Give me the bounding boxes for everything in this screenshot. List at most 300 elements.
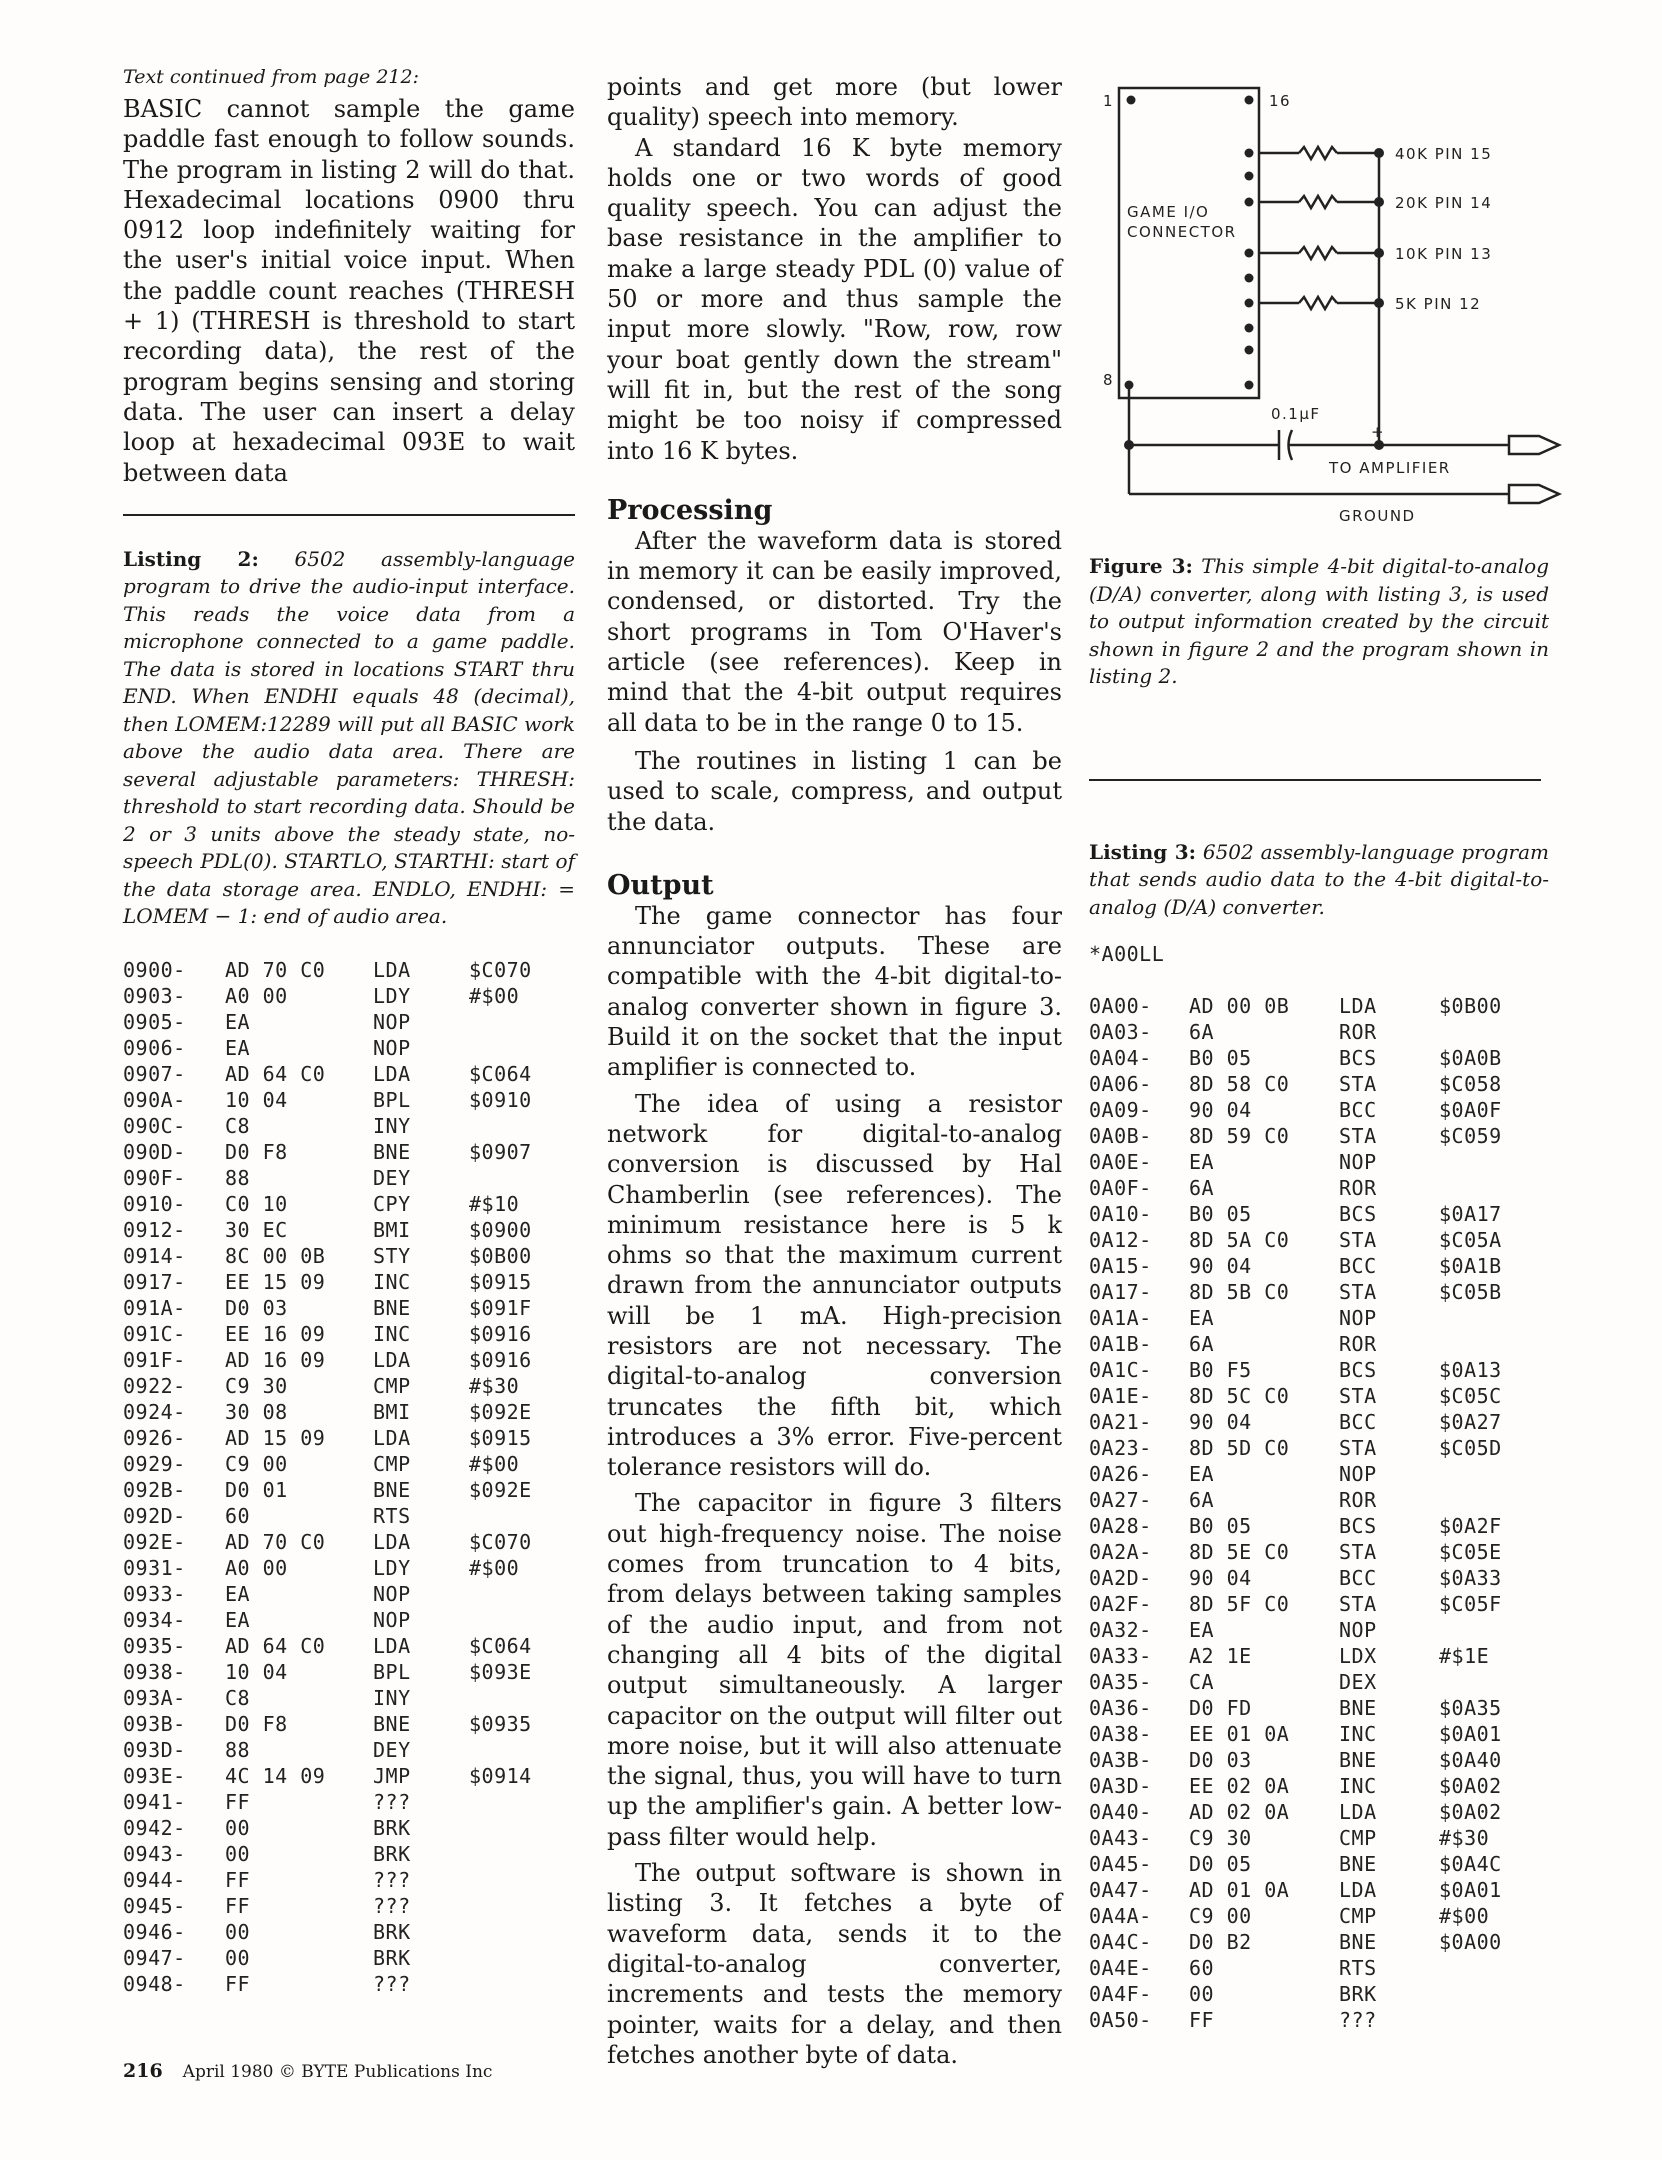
code-bytes: 88: [225, 1165, 251, 1190]
code-operand: $0A13: [1439, 1358, 1502, 1382]
code-operand: $0A4C: [1439, 1852, 1502, 1876]
code-line: [123, 1815, 575, 1841]
code-operand: [469, 1841, 569, 1867]
code-operand: [469, 1113, 569, 1139]
connector-label: GAME I/O: [1127, 203, 1210, 221]
code-operand: $0A40: [1439, 1748, 1502, 1772]
code-address: 0914-: [123, 1243, 186, 1268]
code-operand: $0900: [469, 1217, 532, 1242]
code-address: 0941-: [123, 1789, 186, 1814]
code-operand: [1439, 1669, 1539, 1695]
code-mnemonic: LDA: [1339, 1878, 1377, 1902]
code-address: 0A04-: [1089, 1046, 1152, 1070]
code-line: [123, 1841, 575, 1867]
code-mnemonic: ROR: [1339, 1488, 1377, 1512]
code-bytes: 90 04: [1189, 1566, 1252, 1590]
code-operand: [469, 1789, 569, 1815]
plus-label: +: [1371, 423, 1386, 441]
code-bytes: EE 15 09: [225, 1269, 326, 1294]
code-line: [1089, 1201, 1549, 1227]
code-operand: $0910: [469, 1087, 532, 1112]
code-bytes: D0 FD: [1189, 1696, 1252, 1720]
code-bytes: AD 00 0B: [1189, 994, 1290, 1018]
code-bytes: 8D 5B C0: [1189, 1280, 1290, 1304]
code-bytes: FF: [225, 1893, 251, 1918]
code-address: 0A00-: [1089, 994, 1152, 1018]
code-line: [1089, 1929, 1549, 1955]
code-operand: [469, 1893, 569, 1919]
code-line: [123, 1191, 575, 1217]
code-mnemonic: BNE: [1339, 1696, 1377, 1720]
code-address: 0917-: [123, 1269, 186, 1294]
code-address: 093B-: [123, 1711, 186, 1736]
paragraph: After the waveform data is stored in memory it can be easily improved, condensed, or distorted. Try the short programs in Tom O'Haver's article (see references). Keep in mind that the 4-bit output requires all data to be in the range 0 to 15.: [607, 526, 1062, 737]
code-bytes: FF: [1189, 2008, 1215, 2032]
code-bytes: 8D 5D C0: [1189, 1436, 1290, 1460]
code-line: [123, 1373, 575, 1399]
code-line: [123, 1685, 575, 1711]
code-operand: #$30: [469, 1373, 520, 1398]
code-mnemonic: DEY: [373, 1737, 411, 1762]
code-bytes: EE 16 09: [225, 1321, 326, 1346]
code-bytes: 4C 14 09: [225, 1763, 326, 1788]
code-bytes: A0 00: [225, 983, 288, 1008]
code-address: 0A2A-: [1089, 1540, 1152, 1564]
code-bytes: 10 04: [225, 1659, 288, 1684]
code-operand: [469, 1165, 569, 1191]
code-mnemonic: JMP: [373, 1763, 411, 1788]
code-line: [123, 1529, 575, 1555]
code-operand: [469, 1503, 569, 1529]
code-operand: $0A01: [1439, 1878, 1502, 1902]
code-line: [1089, 1305, 1549, 1331]
code-address: 091F-: [123, 1347, 186, 1372]
code-address: 0912-: [123, 1217, 186, 1242]
code-mnemonic: BCC: [1339, 1098, 1377, 1122]
code-bytes: 00: [225, 1841, 251, 1866]
code-bytes: CA: [1189, 1670, 1215, 1694]
code-line: [123, 1711, 575, 1737]
code-line: [123, 1243, 575, 1269]
code-mnemonic: CMP: [373, 1373, 411, 1398]
code-operand: $0A01: [1439, 1722, 1502, 1746]
code-mnemonic: NOP: [1339, 1306, 1377, 1330]
code-bytes: 10 04: [225, 1087, 288, 1112]
code-line: [123, 1321, 575, 1347]
code-mnemonic: ROR: [1339, 1176, 1377, 1200]
code-line: [1089, 1019, 1549, 1045]
code-line: [1089, 1955, 1549, 1981]
code-mnemonic: ???: [373, 1893, 411, 1918]
ground-label: GROUND: [1339, 507, 1416, 525]
listing2-code: [123, 957, 575, 1997]
code-line: [123, 1737, 575, 1763]
code-bytes: AD 16 09: [225, 1347, 326, 1372]
code-bytes: A0 00: [225, 1555, 288, 1580]
code-operand: $0915: [469, 1269, 532, 1294]
code-operand: #$10: [469, 1191, 520, 1216]
code-bytes: EA: [1189, 1618, 1215, 1642]
code-address: 0A15-: [1089, 1254, 1152, 1278]
code-mnemonic: BNE: [1339, 1930, 1377, 1954]
code-mnemonic: BRK: [373, 1945, 411, 1970]
code-bytes: B0 05: [1189, 1046, 1252, 1070]
code-address: 0944-: [123, 1867, 186, 1892]
code-line: [123, 1269, 575, 1295]
code-operand: $0916: [469, 1347, 532, 1372]
code-address: 0946-: [123, 1919, 186, 1944]
code-address: 0A0E-: [1089, 1150, 1152, 1174]
code-line: [1089, 1513, 1549, 1539]
code-bytes: 30 08: [225, 1399, 288, 1424]
code-mnemonic: LDA: [373, 1633, 411, 1658]
code-address: 093E-: [123, 1763, 186, 1788]
code-mnemonic: CMP: [1339, 1904, 1377, 1928]
code-operand: #$00: [469, 1555, 520, 1580]
continued-note: Text continued from page 212:: [123, 66, 419, 88]
code-bytes: 8C 00 0B: [225, 1243, 326, 1268]
code-address: 0907-: [123, 1061, 186, 1086]
code-address: 0A36-: [1089, 1696, 1152, 1720]
code-address: 0A0F-: [1089, 1176, 1152, 1200]
code-line: [123, 1139, 575, 1165]
code-address: 0A10-: [1089, 1202, 1152, 1226]
page-footer: [123, 2060, 492, 2082]
code-address: 0A33-: [1089, 1644, 1152, 1668]
code-address: 092D-: [123, 1503, 186, 1528]
code-bytes: AD 01 0A: [1189, 1878, 1290, 1902]
code-mnemonic: INC: [1339, 1722, 1377, 1746]
code-address: 0948-: [123, 1971, 186, 1996]
code-address: 0A21-: [1089, 1410, 1152, 1434]
heading-output: Output: [607, 869, 714, 901]
connector-label: CONNECTOR: [1127, 223, 1237, 241]
code-operand: $0A2F: [1439, 1514, 1502, 1538]
column-right: [1089, 553, 1549, 2033]
code-address: 0A38-: [1089, 1722, 1152, 1746]
code-address: 090D-: [123, 1139, 186, 1164]
pin-8-label: 8: [1103, 371, 1115, 389]
code-line: [123, 1425, 575, 1451]
code-address: 0A03-: [1089, 1020, 1152, 1044]
code-mnemonic: BPL: [373, 1659, 411, 1684]
code-bytes: B0 05: [1189, 1202, 1252, 1226]
code-operand: [469, 1945, 569, 1971]
code-bytes: 6A: [1189, 1332, 1215, 1356]
code-operand: [1439, 1955, 1539, 1981]
code-bytes: C9 30: [1189, 1826, 1252, 1850]
code-mnemonic: ROR: [1339, 1020, 1377, 1044]
code-address: 091C-: [123, 1321, 186, 1346]
code-address: 0A06-: [1089, 1072, 1152, 1096]
code-line: [123, 1087, 575, 1113]
code-mnemonic: INC: [373, 1321, 411, 1346]
code-mnemonic: LDA: [373, 1061, 411, 1086]
code-address: 0A4E-: [1089, 1956, 1152, 1980]
code-operand: $C05A: [1439, 1228, 1502, 1252]
code-line: [123, 1503, 575, 1529]
code-line: [123, 1347, 575, 1373]
code-operand: $0B00: [469, 1243, 532, 1268]
paragraph: The routines in listing 1 can be used to scale, compress, and output the data.: [607, 746, 1062, 836]
code-mnemonic: BCS: [1339, 1358, 1377, 1382]
code-mnemonic: NOP: [1339, 1618, 1377, 1642]
code-bytes: 88: [225, 1737, 251, 1762]
code-bytes: FF: [225, 1971, 251, 1996]
code-line: [123, 1113, 575, 1139]
code-address: 092B-: [123, 1477, 186, 1502]
code-address: 0A1A-: [1089, 1306, 1152, 1330]
code-bytes: EA: [225, 1035, 251, 1060]
code-address: 0947-: [123, 1945, 186, 1970]
code-mnemonic: STA: [1339, 1228, 1377, 1252]
code-bytes: D0 F8: [225, 1711, 288, 1736]
code-operand: [469, 1685, 569, 1711]
code-line: [1089, 1045, 1549, 1071]
figure3-caption: Figure 3: This simple 4-bit digital-to-analog (D/A) converter, along with listing 3, is used to output information created by the circuit shown in figure 2 and the program shown in listing 2.: [1089, 554, 1549, 688]
code-address: 0A3D-: [1089, 1774, 1152, 1798]
code-mnemonic: LDA: [373, 1425, 411, 1450]
resistor-40k-label: 40K PIN 15: [1395, 145, 1493, 163]
code-address: 0942-: [123, 1815, 186, 1840]
code-line: [123, 1893, 575, 1919]
code-line: [123, 1971, 575, 1997]
code-line: [1089, 1643, 1549, 1669]
code-mnemonic: BNE: [373, 1477, 411, 1502]
code-line: [1089, 1383, 1549, 1409]
code-operand: $0A17: [1439, 1202, 1502, 1226]
code-address: 0A32-: [1089, 1618, 1152, 1642]
code-operand: $092E: [469, 1399, 532, 1424]
code-operand: $092E: [469, 1477, 532, 1502]
code-address: 0A09-: [1089, 1098, 1152, 1122]
code-address: 0A2F-: [1089, 1592, 1152, 1616]
code-operand: $C070: [469, 1529, 532, 1554]
code-operand: [1439, 1981, 1539, 2007]
code-address: 0929-: [123, 1451, 186, 1476]
footer-text: April 1980 © BYTE Publications Inc: [182, 2062, 493, 2082]
code-line: [1089, 1695, 1549, 1721]
code-line: [123, 1477, 575, 1503]
code-operand: [1439, 1175, 1539, 1201]
code-line: [1089, 1279, 1549, 1305]
code-address: 0A12-: [1089, 1228, 1152, 1252]
code-address: 092E-: [123, 1529, 186, 1554]
code-bytes: B0 F5: [1189, 1358, 1252, 1382]
code-bytes: 6A: [1189, 1176, 1215, 1200]
code-bytes: 00: [225, 1815, 251, 1840]
code-line: [1089, 1357, 1549, 1383]
code-address: 0910-: [123, 1191, 186, 1216]
code-address: 0945-: [123, 1893, 186, 1918]
code-operand: $C064: [469, 1061, 532, 1086]
code-bytes: 60: [1189, 1956, 1215, 1980]
code-line: [123, 1217, 575, 1243]
code-address: 0938-: [123, 1659, 186, 1684]
code-line: [123, 1061, 575, 1087]
code-address: 0933-: [123, 1581, 186, 1606]
pin-16-label: 16: [1269, 92, 1292, 110]
code-address: 090F-: [123, 1165, 186, 1190]
code-line: [1089, 1227, 1549, 1253]
code-mnemonic: DEX: [1339, 1670, 1377, 1694]
code-bytes: 60: [225, 1503, 251, 1528]
code-bytes: 8D 5E C0: [1189, 1540, 1290, 1564]
code-mnemonic: INY: [373, 1685, 411, 1710]
code-mnemonic: RTS: [373, 1503, 411, 1528]
code-operand: [469, 1035, 569, 1061]
page-number: 216: [123, 2060, 163, 2082]
code-operand: $C058: [1439, 1072, 1502, 1096]
code-line: [123, 1295, 575, 1321]
code-bytes: 90 04: [1189, 1098, 1252, 1122]
code-operand: $0A27: [1439, 1410, 1502, 1434]
code-operand: $C070: [469, 957, 532, 982]
code-line: [123, 1399, 575, 1425]
code-mnemonic: LDA: [1339, 994, 1377, 1018]
code-address: 093D-: [123, 1737, 186, 1762]
code-operand: $0A35: [1439, 1696, 1502, 1720]
code-bytes: C9 30: [225, 1373, 288, 1398]
code-line: [1089, 1175, 1549, 1201]
code-operand: #$00: [469, 1451, 520, 1476]
code-bytes: 6A: [1189, 1488, 1215, 1512]
code-line: [123, 1945, 575, 1971]
code-line: [123, 1165, 575, 1191]
code-bytes: AD 02 0A: [1189, 1800, 1290, 1824]
code-address: 093A-: [123, 1685, 186, 1710]
code-operand: $C05F: [1439, 1592, 1502, 1616]
code-address: 0A1B-: [1089, 1332, 1152, 1356]
code-line: [123, 1009, 575, 1035]
code-address: 0A45-: [1089, 1852, 1152, 1876]
code-bytes: AD 64 C0: [225, 1061, 326, 1086]
code-operand: [1439, 1331, 1539, 1357]
listing3-caption: Listing 3: 6502 assembly-language program that sends audio data to the 4-bit digital-to-analog (D/A) converter.: [1089, 839, 1549, 919]
paragraph: The idea of using a resistor network for digital-to-analog conversion is discussed by Hal Chamberlin (see references). The minimum resistance here is 5 k ohms so that the maximum current drawn from the annunciator outputs will be 1 mA. High-precision resistors are not necessary. The digital-to-analog conversion truncates the fifth bit, which introduces a 3% error. Five-percent tolerance resistors will do.: [607, 1089, 1062, 1482]
code-mnemonic: DEY: [373, 1165, 411, 1190]
code-address: 0922-: [123, 1373, 186, 1398]
code-mnemonic: CPY: [373, 1191, 411, 1216]
code-bytes: AD 15 09: [225, 1425, 326, 1450]
code-line: [1089, 1123, 1549, 1149]
code-line: [1089, 1539, 1549, 1565]
code-operand: [1439, 1305, 1539, 1331]
code-operand: [469, 1737, 569, 1763]
code-bytes: 30 EC: [225, 1217, 288, 1242]
code-operand: $0935: [469, 1711, 532, 1736]
code-bytes: EA: [225, 1607, 251, 1632]
listing3-code: [1089, 993, 1549, 2033]
code-operand: $0A33: [1439, 1566, 1502, 1590]
code-mnemonic: BCC: [1339, 1254, 1377, 1278]
code-bytes: AD 70 C0: [225, 957, 326, 982]
capacitor-label: 0.1μF: [1271, 405, 1321, 423]
code-line: [1089, 1253, 1549, 1279]
code-operand: [469, 1971, 569, 1997]
code-mnemonic: BCS: [1339, 1202, 1377, 1226]
code-line: [123, 1035, 575, 1061]
code-line: [1089, 1435, 1549, 1461]
code-mnemonic: ???: [373, 1789, 411, 1814]
code-bytes: D0 F8: [225, 1139, 288, 1164]
code-line: [123, 1867, 575, 1893]
code-address: 0906-: [123, 1035, 186, 1060]
code-address: 0905-: [123, 1009, 186, 1034]
code-line: [1089, 1149, 1549, 1175]
code-line: [1089, 1097, 1549, 1123]
code-bytes: 90 04: [1189, 1410, 1252, 1434]
code-mnemonic: STA: [1339, 1540, 1377, 1564]
code-bytes: B0 05: [1189, 1514, 1252, 1538]
code-address: 090A-: [123, 1087, 186, 1112]
code-mnemonic: BNE: [373, 1139, 411, 1164]
code-bytes: EA: [1189, 1462, 1215, 1486]
code-mnemonic: STA: [1339, 1124, 1377, 1148]
code-address: 0A1E-: [1089, 1384, 1152, 1408]
code-address: 0931-: [123, 1555, 186, 1580]
code-address: 0A43-: [1089, 1826, 1152, 1850]
code-mnemonic: LDY: [373, 983, 411, 1008]
code-address: 0900-: [123, 957, 186, 982]
code-line: [123, 1763, 575, 1789]
code-operand: [469, 1815, 569, 1841]
code-bytes: EE 01 0A: [1189, 1722, 1290, 1746]
code-address: 0A28-: [1089, 1514, 1152, 1538]
paragraph: The output software is shown in listing 3. It fetches a byte of waveform data, sends it to the digital-to-analog converter, increments and tests the memory pointer, waits for a delay, and then fetches another byte of data.: [607, 1859, 1062, 2069]
code-line: [1089, 1825, 1549, 1851]
paragraph: The game connector has four annunciator outputs. These are compatible with the 4-bit digital-to-analog converter shown in figure 3. Build it on the socket that the input amplifier is connected to.: [607, 901, 1062, 1082]
code-operand: #$30: [1439, 1826, 1490, 1850]
code-mnemonic: NOP: [373, 1009, 411, 1034]
code-mnemonic: BRK: [1339, 1982, 1377, 2006]
listing3-prompt: *A00LL: [1089, 942, 1165, 966]
code-operand: $093E: [469, 1659, 532, 1684]
code-operand: $0B00: [1439, 994, 1502, 1018]
code-bytes: C9 00: [225, 1451, 288, 1476]
code-mnemonic: STA: [1339, 1384, 1377, 1408]
code-bytes: 00: [1189, 1982, 1215, 2006]
code-operand: $0A00: [1439, 1930, 1502, 1954]
code-line: [1089, 993, 1549, 1019]
code-mnemonic: STA: [1339, 1592, 1377, 1616]
code-bytes: 00: [225, 1945, 251, 1970]
code-bytes: C8: [225, 1685, 251, 1710]
code-address: 0935-: [123, 1633, 186, 1658]
resistor-10k-label: 10K PIN 13: [1395, 245, 1493, 263]
code-address: 0A26-: [1089, 1462, 1152, 1486]
code-bytes: D0 01: [225, 1477, 288, 1502]
code-mnemonic: LDA: [1339, 1800, 1377, 1824]
code-operand: $C05D: [1439, 1436, 1502, 1460]
code-line: [1089, 1565, 1549, 1591]
code-operand: $C064: [469, 1633, 532, 1658]
code-line: [123, 1633, 575, 1659]
code-line: [1089, 1617, 1549, 1643]
code-line: [1089, 1461, 1549, 1487]
code-mnemonic: STA: [1339, 1280, 1377, 1304]
code-mnemonic: BNE: [373, 1711, 411, 1736]
code-operand: [469, 1607, 569, 1633]
code-address: 0934-: [123, 1607, 186, 1632]
code-operand: [1439, 1019, 1539, 1045]
code-mnemonic: LDA: [373, 1347, 411, 1372]
code-bytes: 8D 59 C0: [1189, 1124, 1290, 1148]
code-operand: $0A0F: [1439, 1098, 1502, 1122]
pin-1-label: 1: [1103, 92, 1115, 110]
code-operand: [1439, 2007, 1539, 2033]
code-mnemonic: ???: [1339, 2008, 1377, 2032]
